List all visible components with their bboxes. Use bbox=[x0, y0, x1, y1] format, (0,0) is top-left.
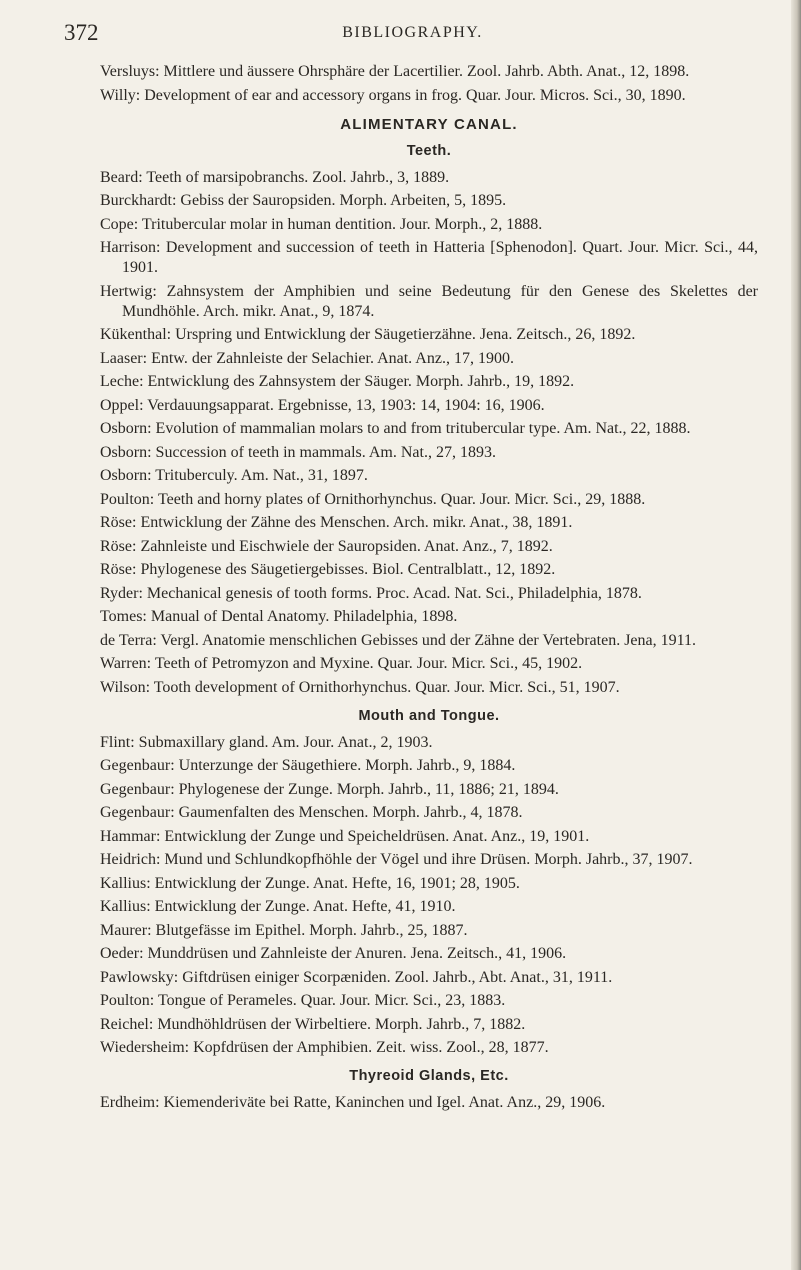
bibliography-entry: Ryder: Mechanical genesis of tooth forms. Proc. Acad. Nat. Sci., Philadelphia, 1878. bbox=[100, 584, 642, 602]
bibliography-entry: Osborn: Succession of teeth in mammals. Am. Nat., 27, 1893. bbox=[100, 443, 496, 461]
bibliography-list bbox=[100, 62, 758, 1117]
bibliography-entry: Erdheim: Kiemenderiväte bei Ratte, Kaninchen und Igel. Anat. Anz., 29, 1906. bbox=[100, 1094, 606, 1111]
section-heading: Thyreoid Glands, Etc. bbox=[349, 1068, 509, 1084]
bibliography-entry: Hertwig: Zahnsystem der Amphibien und seine Bedeutung für den Genese des Skelettes der Mundhöhle. Arch. mikr. Anat., 9, 1874. bbox=[100, 282, 758, 320]
bibliography-entry: Osborn: Trituberculy. Am. Nat., 31, 1897. bbox=[100, 467, 368, 484]
page-header bbox=[64, 20, 761, 50]
bibliography-entry: Burckhardt: Gebiss der Sauropsiden. Morph. Arbeiten, 5, 1895. bbox=[100, 192, 507, 209]
bibliography-entry: Wilson: Tooth development of Ornithorhynchus. Quar. Jour. Micr. Sci., 51, 1907. bbox=[100, 678, 620, 696]
bibliography-entry: Röse: Phylogenese des Säugetiergebisses. Biol. Centralblatt., 12, 1892. bbox=[100, 561, 556, 578]
bibliography-entry: Röse: Entwicklung der Zähne des Menschen. Arch. mikr. Anat., 38, 1891. bbox=[100, 514, 573, 531]
section-heading: ALIMENTARY CANAL. bbox=[340, 115, 518, 133]
page-edge bbox=[791, 0, 801, 1270]
bibliography-entry: Gegenbaur: Gaumenfalten des Menschen. Morph. Jahrb., 4, 1878. bbox=[100, 804, 523, 821]
page-number: 372 bbox=[64, 20, 99, 45]
bibliography-entry: Reichel: Mundhöhldrüsen der Wirbeltiere. Morph. Jahrb., 7, 1882. bbox=[100, 1015, 526, 1033]
running-head: BIBLIOGRAPHY. bbox=[342, 24, 483, 41]
bibliography-entry: Röse: Zahnleiste und Eischwiele der Sauropsiden. Anat. Anz., 7, 1892. bbox=[100, 537, 553, 555]
bibliography-entry: Flint: Submaxillary gland. Am. Jour. Anat., 2, 1903. bbox=[100, 733, 433, 751]
bibliography-entry: Maurer: Blutgefässe im Epithel. Morph. Jahrb., 25, 1887. bbox=[100, 921, 468, 939]
bibliography-entry: Cope: Tritubercular molar in human dentition. Jour. Morph., 2, 1888. bbox=[100, 215, 543, 233]
bibliography-entry: Tomes: Manual of Dental Anatomy. Philadelphia, 1898. bbox=[100, 608, 458, 625]
bibliography-entry: Kükenthal: Urspring und Entwicklung der Säugetierzähne. Jena. Zeitsch., 26, 1892. bbox=[100, 326, 636, 343]
section-heading: Teeth. bbox=[406, 142, 452, 159]
bibliography-entry: Osborn: Evolution of mammalian molars to and from tritubercular type. Am. Nat., 22, 1888. bbox=[100, 420, 691, 437]
bibliography-entry: Poulton: Tongue of Perameles. Quar. Jour. Micr. Sci., 23, 1883. bbox=[100, 992, 506, 1009]
bibliography-entry: Willy: Development of ear and accessory organs in frog. Quar. Jour. Micros. Sci., 30, 1890. bbox=[100, 86, 686, 104]
bibliography-entry: Leche: Entwicklung des Zahnsystem der Säuger. Morph. Jahrb., 19, 1892. bbox=[100, 373, 575, 390]
bibliography-entry: Harrison: Development and succession of teeth in Hatteria [Sphenodon]. Quart. Jour. Micr. Sci., 44, 1901. bbox=[100, 239, 758, 276]
bibliography-entry: Beard: Teeth of marsipobranchs. Zool. Jahrb., 3, 1889. bbox=[100, 168, 450, 186]
bibliography-entry: Laaser: Entw. der Zahnleiste der Selachier. Anat. Anz., 17, 1900. bbox=[100, 349, 514, 367]
bibliography-entry: Gegenbaur: Phylogenese der Zunge. Morph. Jahrb., 11, 1886; 21, 1894. bbox=[100, 780, 559, 798]
bibliography-entry: Oeder: Munddrüsen und Zahnleiste der Anuren. Jena. Zeitsch., 41, 1906. bbox=[100, 945, 567, 962]
bibliography-entry: de Terra: Vergl. Anatomie menschlichen Gebisses und der Zähne der Vertebraten. Jena, 1911. bbox=[100, 631, 697, 649]
bibliography-entry: Poulton: Teeth and horny plates of Ornithorhynchus. Quar. Jour. Micr. Sci., 29, 1888. bbox=[100, 490, 646, 508]
bibliography-entry: Heidrich: Mund und Schlundkopfhöhle der Vögel und ihre Drüsen. Morph. Jahrb., 37, 1907. bbox=[100, 851, 693, 868]
bibliography-entry: Kallius: Entwicklung der Zunge. Anat. Hefte, 41, 1910. bbox=[100, 898, 456, 915]
bibliography-entry: Warren: Teeth of Petromyzon and Myxine. Quar. Jour. Micr. Sci., 45, 1902. bbox=[100, 655, 583, 672]
bibliography-entry: Pawlowsky: Giftdrüsen einiger Scorpæniden. Zool. Jahrb., Abt. Anat., 31, 1911. bbox=[100, 968, 613, 986]
bibliography-entry: Oppel: Verdauungsapparat. Ergebnisse, 13, 1903: 14, 1904: 16, 1906. bbox=[100, 396, 545, 414]
bibliography-entry: Kallius: Entwicklung der Zunge. Anat. Hefte, 16, 1901; 28, 1905. bbox=[100, 874, 520, 892]
bibliography-entry: Gegenbaur: Unterzunge der Säugethiere. Morph. Jahrb., 9, 1884. bbox=[100, 757, 516, 774]
section-heading: Mouth and Tongue. bbox=[358, 707, 500, 724]
bibliography-entry: Wiedersheim: Kopfdrüsen der Amphibien. Zeit. wiss. Zool., 28, 1877. bbox=[100, 1039, 549, 1056]
bibliography-entry: Versluys: Mittlere und äussere Ohrsphäre der Lacertilier. Zool. Jahrb. Abth. Anat., 12, 1898. bbox=[100, 63, 690, 80]
bibliography-entry: Hammar: Entwicklung der Zunge und Speicheldrüsen. Anat. Anz., 19, 1901. bbox=[100, 827, 590, 845]
